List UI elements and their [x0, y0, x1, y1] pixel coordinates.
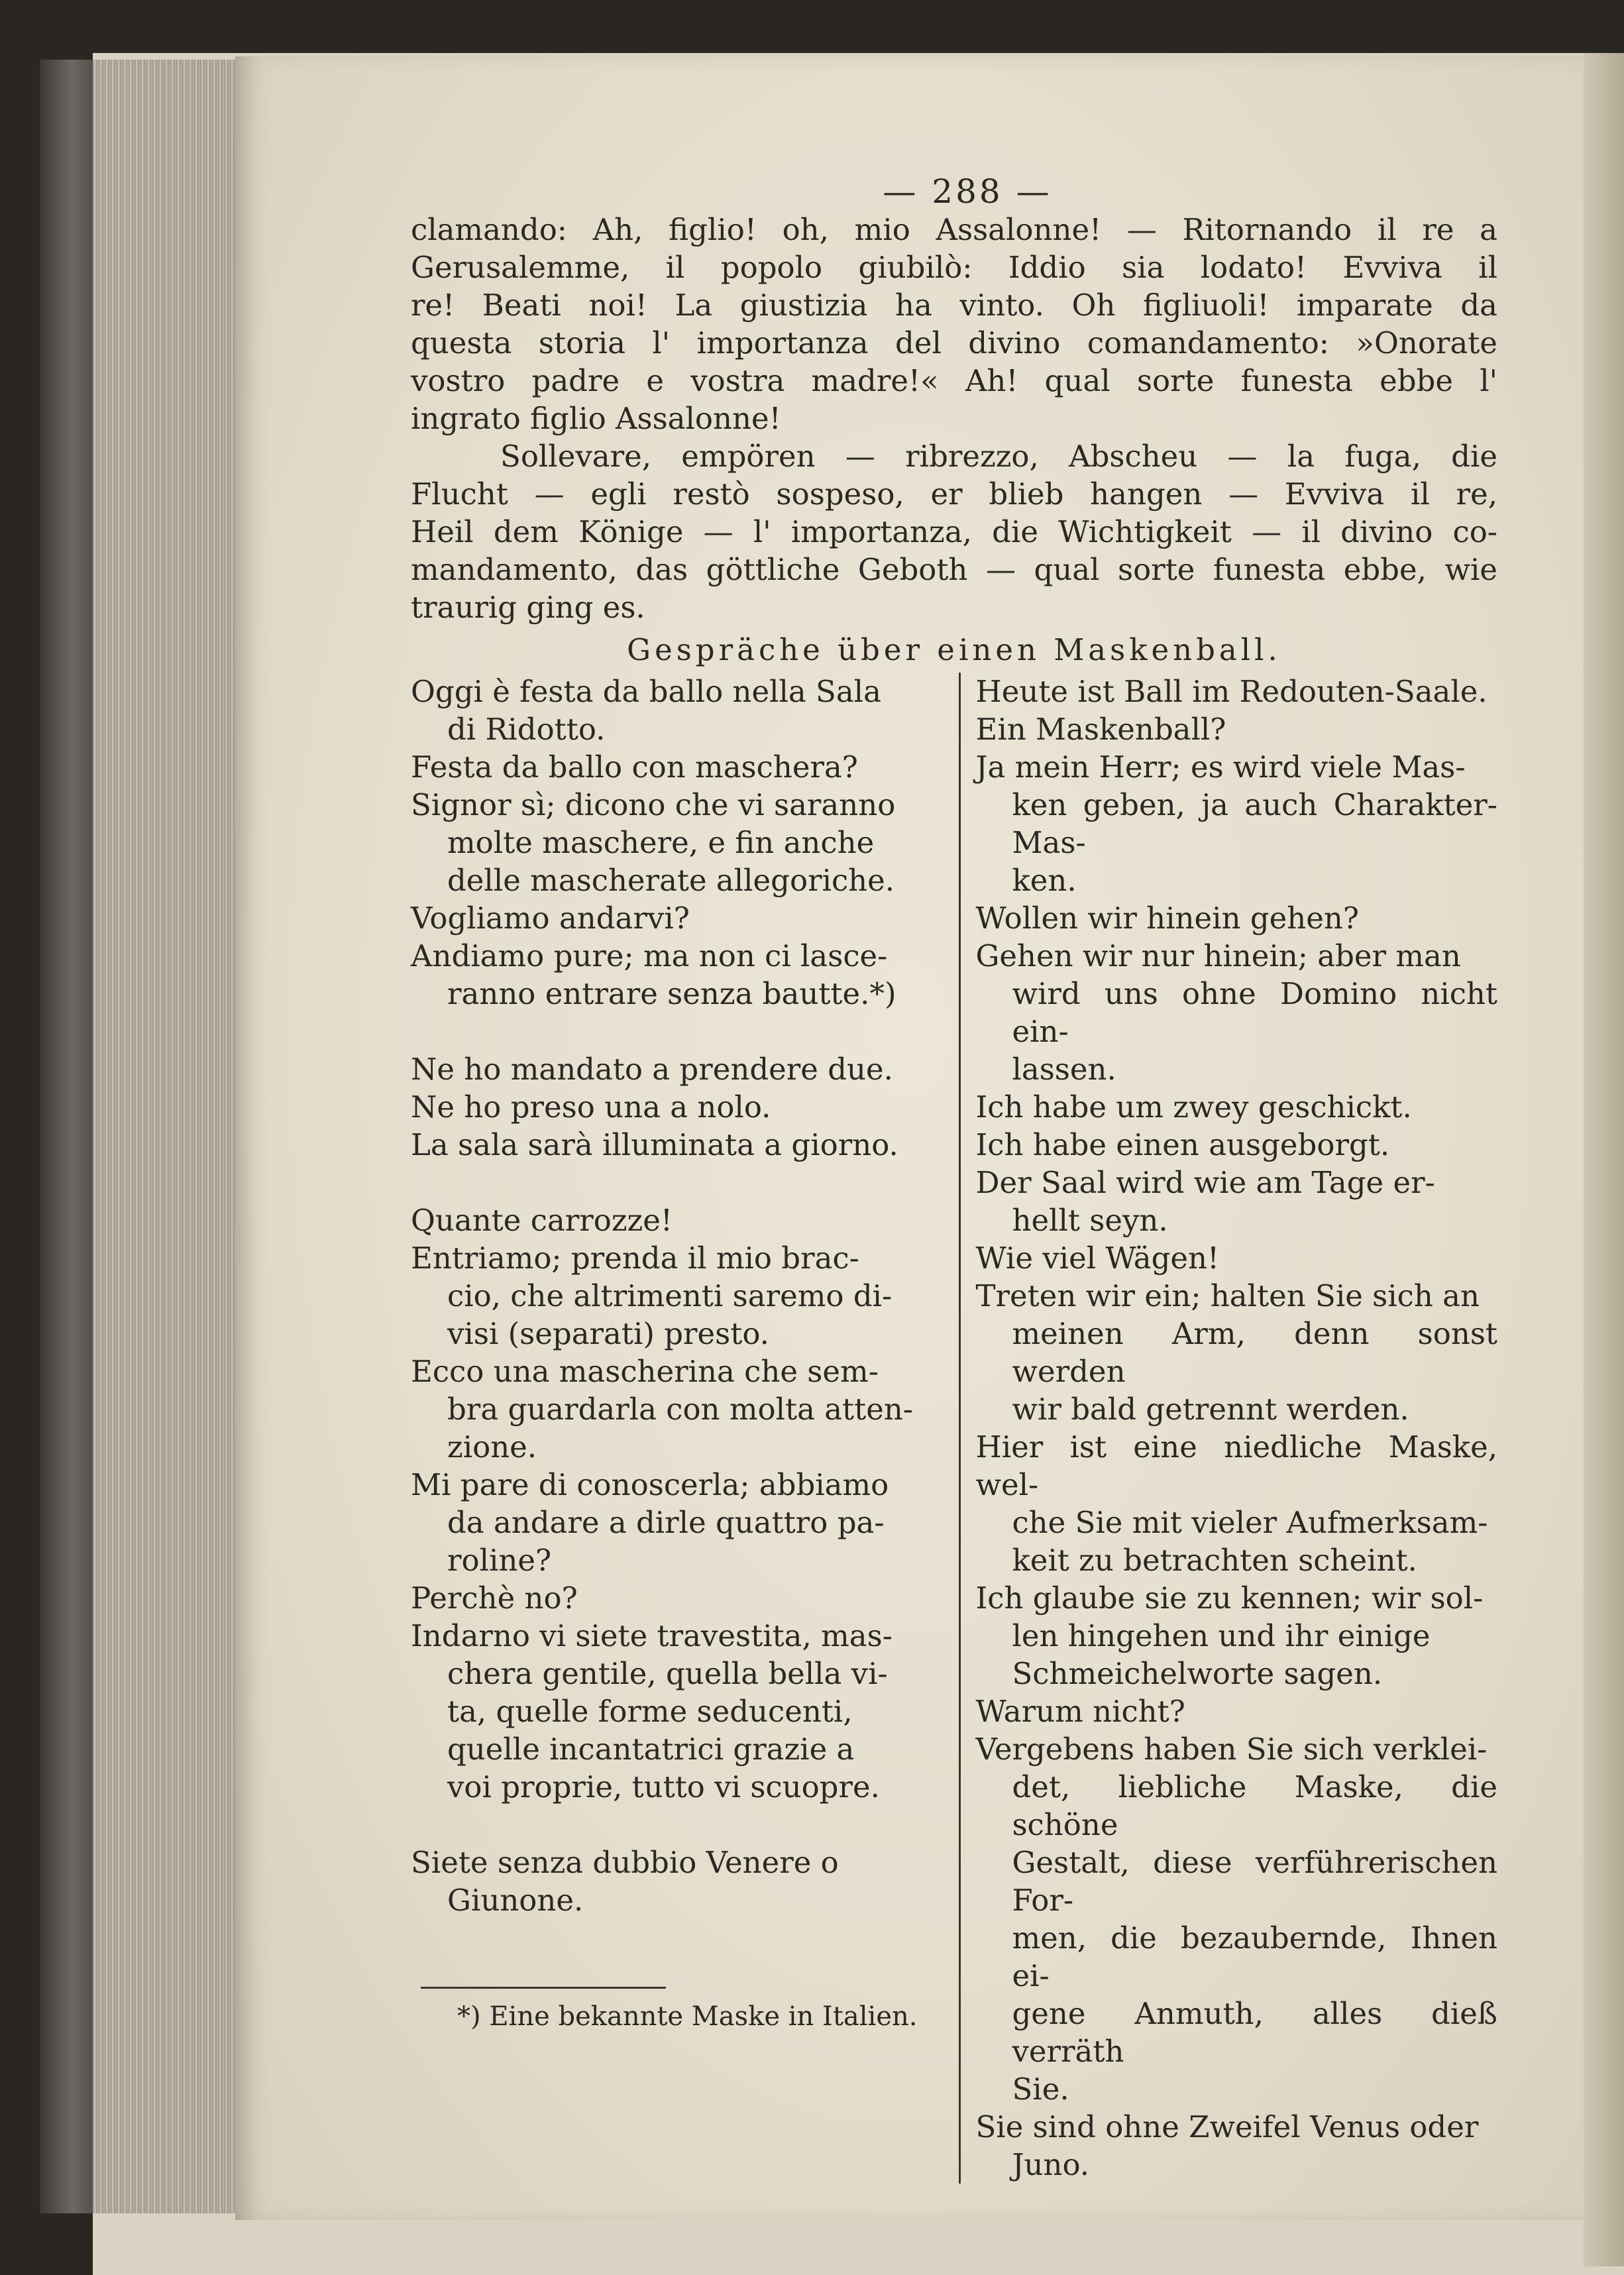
german-dialogue-entry — [975, 1164, 1497, 1239]
italian-dialogue-entry — [411, 1239, 946, 1353]
italian-column — [411, 673, 959, 2184]
dialogue-line: Oggi è festa da ballo nella Sala — [411, 674, 881, 709]
dialogue-line: zione. — [447, 1429, 537, 1465]
dialogue-line: delle mascherate allegoriche. — [447, 863, 895, 898]
dialogue-line: ken geben, ja auch Charakter-Mas- — [1012, 787, 1497, 860]
right-page-edge — [1584, 53, 1624, 2266]
text-line: ingrato figlio Assalonne! — [411, 401, 781, 436]
dialogue-line: Signor sì; dicono che vi saranno — [411, 787, 896, 822]
dialogue-line: La sala sarà illuminata a giorno. — [411, 1127, 898, 1162]
dialogue-line: wir bald getrennt werden. — [1012, 1392, 1409, 1427]
dialogue-line: Gestalt, diese verführerischen For- — [1012, 1845, 1497, 1918]
dialogue-line: Vogliamo andarvi? — [411, 901, 690, 936]
dialogue-line: Entriamo; prenda il mio brac- — [411, 1241, 859, 1276]
dialogue-line: lassen. — [1012, 1052, 1116, 1087]
italian-dialogue-entry — [411, 1013, 946, 1050]
dialogue-line: Ich habe einen ausgeborgt. — [975, 1127, 1390, 1162]
dialogue-line: ken. — [1012, 863, 1077, 898]
german-dialogue-entry — [975, 1088, 1497, 1126]
dialogue-line: Ich habe um zwey geschickt. — [975, 1089, 1412, 1125]
italian-dialogue-entry — [411, 1844, 946, 1919]
dialogue-line: molte maschere, e fin anche — [447, 825, 875, 860]
dialogue-line: gene Anmuth, alles dieß verräth — [1012, 1996, 1497, 2069]
dialogue-line: da andare a dirle quattro pa- — [447, 1505, 885, 1540]
dialogue-line: Wollen wir hinein gehen? — [975, 901, 1360, 936]
dialogue-line: Ne ho mandato a prendere due. — [411, 1052, 893, 1087]
german-dialogue-entry — [975, 937, 1497, 1088]
dialogue-line: Ja mein Herr; es wird viele Mas- — [975, 749, 1466, 785]
dialogue-line: Quante carrozze! — [411, 1203, 673, 1238]
italian-dialogue-entry — [411, 899, 946, 937]
dialogue-line: Andiamo pure; ma non ci lasce- — [411, 938, 888, 973]
page-edges — [93, 60, 235, 2213]
dialogue-line: Hier ist eine niedliche Maske, wel- — [975, 1429, 1497, 1502]
dialogue-line: Heute ist Ball im Redouten-Saale. — [975, 674, 1488, 709]
german-dialogue-entry — [975, 1277, 1497, 1428]
section-heading: Gespräche über einen Maskenball. — [627, 632, 1281, 667]
dialogue-line: visi (separati) presto. — [447, 1316, 769, 1351]
german-dialogue-entry — [975, 1126, 1497, 1164]
vocabulary-paragraph — [411, 437, 1497, 626]
dialogue-line: Gehen wir nur hinein; aber man — [975, 938, 1461, 973]
german-dialogue-entry — [975, 710, 1497, 748]
italian-dialogue-entry — [411, 1466, 946, 1579]
text-line: vostro padre e vostra madre!« Ah! qual sorte funesta ebbe l' — [411, 363, 1497, 398]
italian-dialogue-entry — [411, 1164, 946, 1201]
dialogue-line: Der Saal wird wie am Tage er- — [975, 1165, 1435, 1200]
dialogue-line: meinen Arm, denn sonst werden — [1012, 1316, 1497, 1389]
dialogue-line: Ecco una mascherina che sem- — [411, 1354, 879, 1389]
dialogue-line: Ich glaube sie zu kennen; wir sol- — [975, 1581, 1484, 1616]
text-line: Heil dem Könige — l' importanza, die Wichtigkeit — il divino co- — [411, 514, 1497, 549]
italian-dialogue-entry — [411, 1617, 946, 1806]
text-line: Flucht — egli restò sospeso, er blieb hangen — Evviva il re, — [411, 476, 1497, 512]
dialogue-columns — [411, 673, 1497, 2184]
dialogue-line: ta, quelle forme seducenti, — [447, 1694, 853, 1729]
dialogue-line: bra guardarla con molta atten- — [447, 1392, 914, 1427]
italian-dialogue-entry — [411, 1088, 946, 1126]
dialogue-line: men, die bezaubernde, Ihnen ei- — [1012, 1920, 1497, 1993]
dialogue-line: di Ridotto. — [447, 712, 606, 747]
footnote-rule — [421, 1987, 666, 1989]
german-dialogue-entry — [975, 748, 1497, 899]
dialogue-line: Wie viel Wägen! — [975, 1241, 1220, 1276]
italian-dialogue-entry — [411, 1579, 946, 1617]
dialogue-line: Treten wir ein; halten Sie sich an — [975, 1278, 1480, 1313]
italian-dialogue-entry — [411, 1353, 946, 1466]
text-line: re! Beati noi! La giustizia ha vinto. Oh figliuoli! imparate da — [411, 288, 1497, 323]
german-dialogue-entry — [975, 1730, 1497, 2108]
italian-dialogue-entry — [411, 1050, 946, 1088]
text-line: Sollevare, empören — ribrezzo, Abscheu — la fuga, die — [500, 439, 1497, 474]
text-line: Gerusalemme, il popolo giubilò: Iddio sia lodato! Evviva il — [411, 250, 1497, 285]
dialogue-line: Festa da ballo con maschera? — [411, 749, 858, 785]
italian-dialogue-entry — [411, 786, 946, 899]
dialogue-line: Ne ho preso una a nolo. — [411, 1089, 771, 1125]
page-text — [411, 172, 1497, 2184]
dialogue-line: Indarno vi siete travestita, mas- — [411, 1618, 893, 1653]
dialogue-line: roline? — [447, 1543, 552, 1578]
dialogue-line: hellt seyn. — [1012, 1203, 1168, 1238]
page-number: — 288 — — [883, 172, 1052, 211]
dialogue-line: cio, che altrimenti saremo di- — [447, 1278, 893, 1313]
italian-dialogue-entry — [411, 748, 946, 786]
dialogue-line: Vergebens haben Sie sich verklei- — [975, 1732, 1488, 1767]
dialogue-line: Sie. — [1012, 2072, 1069, 2107]
dialogue-line: Mi pare di conoscerla; abbiamo — [411, 1467, 889, 1502]
german-dialogue-entry — [975, 1239, 1497, 1277]
dialogue-line: Giunone. — [447, 1883, 584, 1918]
italian-dialogue-entry — [411, 673, 946, 748]
dialogue-line: Ein Maskenball? — [975, 712, 1226, 747]
italian-dialogue-entry — [411, 1201, 946, 1239]
italian-dialogue-entry — [411, 1126, 946, 1164]
footnote: *) Eine bekannte Maske in Italien. — [457, 2001, 918, 2032]
dialogue-line: Sie sind ohne Zweifel Venus oder — [975, 2109, 1479, 2144]
italian-dialogue-entry — [411, 1806, 946, 1844]
german-dialogue-entry — [975, 1692, 1497, 1730]
dialogue-line: ranno entrare senza bautte.*) — [447, 976, 896, 1011]
dialogue-line: chera gentile, quella bella vi- — [447, 1656, 888, 1691]
dialogue-line: Warum nicht? — [975, 1694, 1185, 1729]
dialogue-line: Perchè no? — [411, 1581, 578, 1616]
text-line: mandamento, das göttliche Geboth — qual sorte funesta ebbe, wie — [411, 552, 1497, 587]
dialogue-line: Juno. — [1012, 2147, 1090, 2182]
german-column — [959, 673, 1497, 2184]
intro-paragraph — [411, 211, 1497, 437]
dialogue-line: det, liebliche Maske, die schöne — [1012, 1769, 1497, 1842]
dialogue-line: len hingehen und ihr einige — [1012, 1618, 1431, 1653]
dialogue-line: quelle incantatrici grazie a — [447, 1732, 855, 1767]
dialogue-line: Siete senza dubbio Venere o — [411, 1845, 839, 1880]
text-line: clamando: Ah, figlio! oh, mio Assalonne! — Ritornando il re a — [411, 212, 1497, 247]
dialogue-line: Schmeichelworte sagen. — [1012, 1656, 1383, 1691]
italian-dialogue-entry — [411, 937, 946, 1013]
dialogue-line: wird uns ohne Domino nicht ein- — [1012, 976, 1497, 1049]
german-dialogue-entry — [975, 1428, 1497, 1579]
german-dialogue-entry — [975, 673, 1497, 710]
german-dialogue-entry — [975, 899, 1497, 937]
text-line: questa storia l' importanza del divino comandamento: »Onorate — [411, 325, 1497, 361]
dialogue-line: che Sie mit vieler Aufmerksam- — [1012, 1505, 1488, 1540]
text-line: traurig ging es. — [411, 590, 645, 625]
dialogue-line: keit zu betrachten scheint. — [1012, 1543, 1417, 1578]
german-dialogue-entry — [975, 1579, 1497, 1692]
dialogue-line: voi proprie, tutto vi scuopre. — [447, 1769, 880, 1804]
german-dialogue-entry — [975, 2108, 1497, 2184]
